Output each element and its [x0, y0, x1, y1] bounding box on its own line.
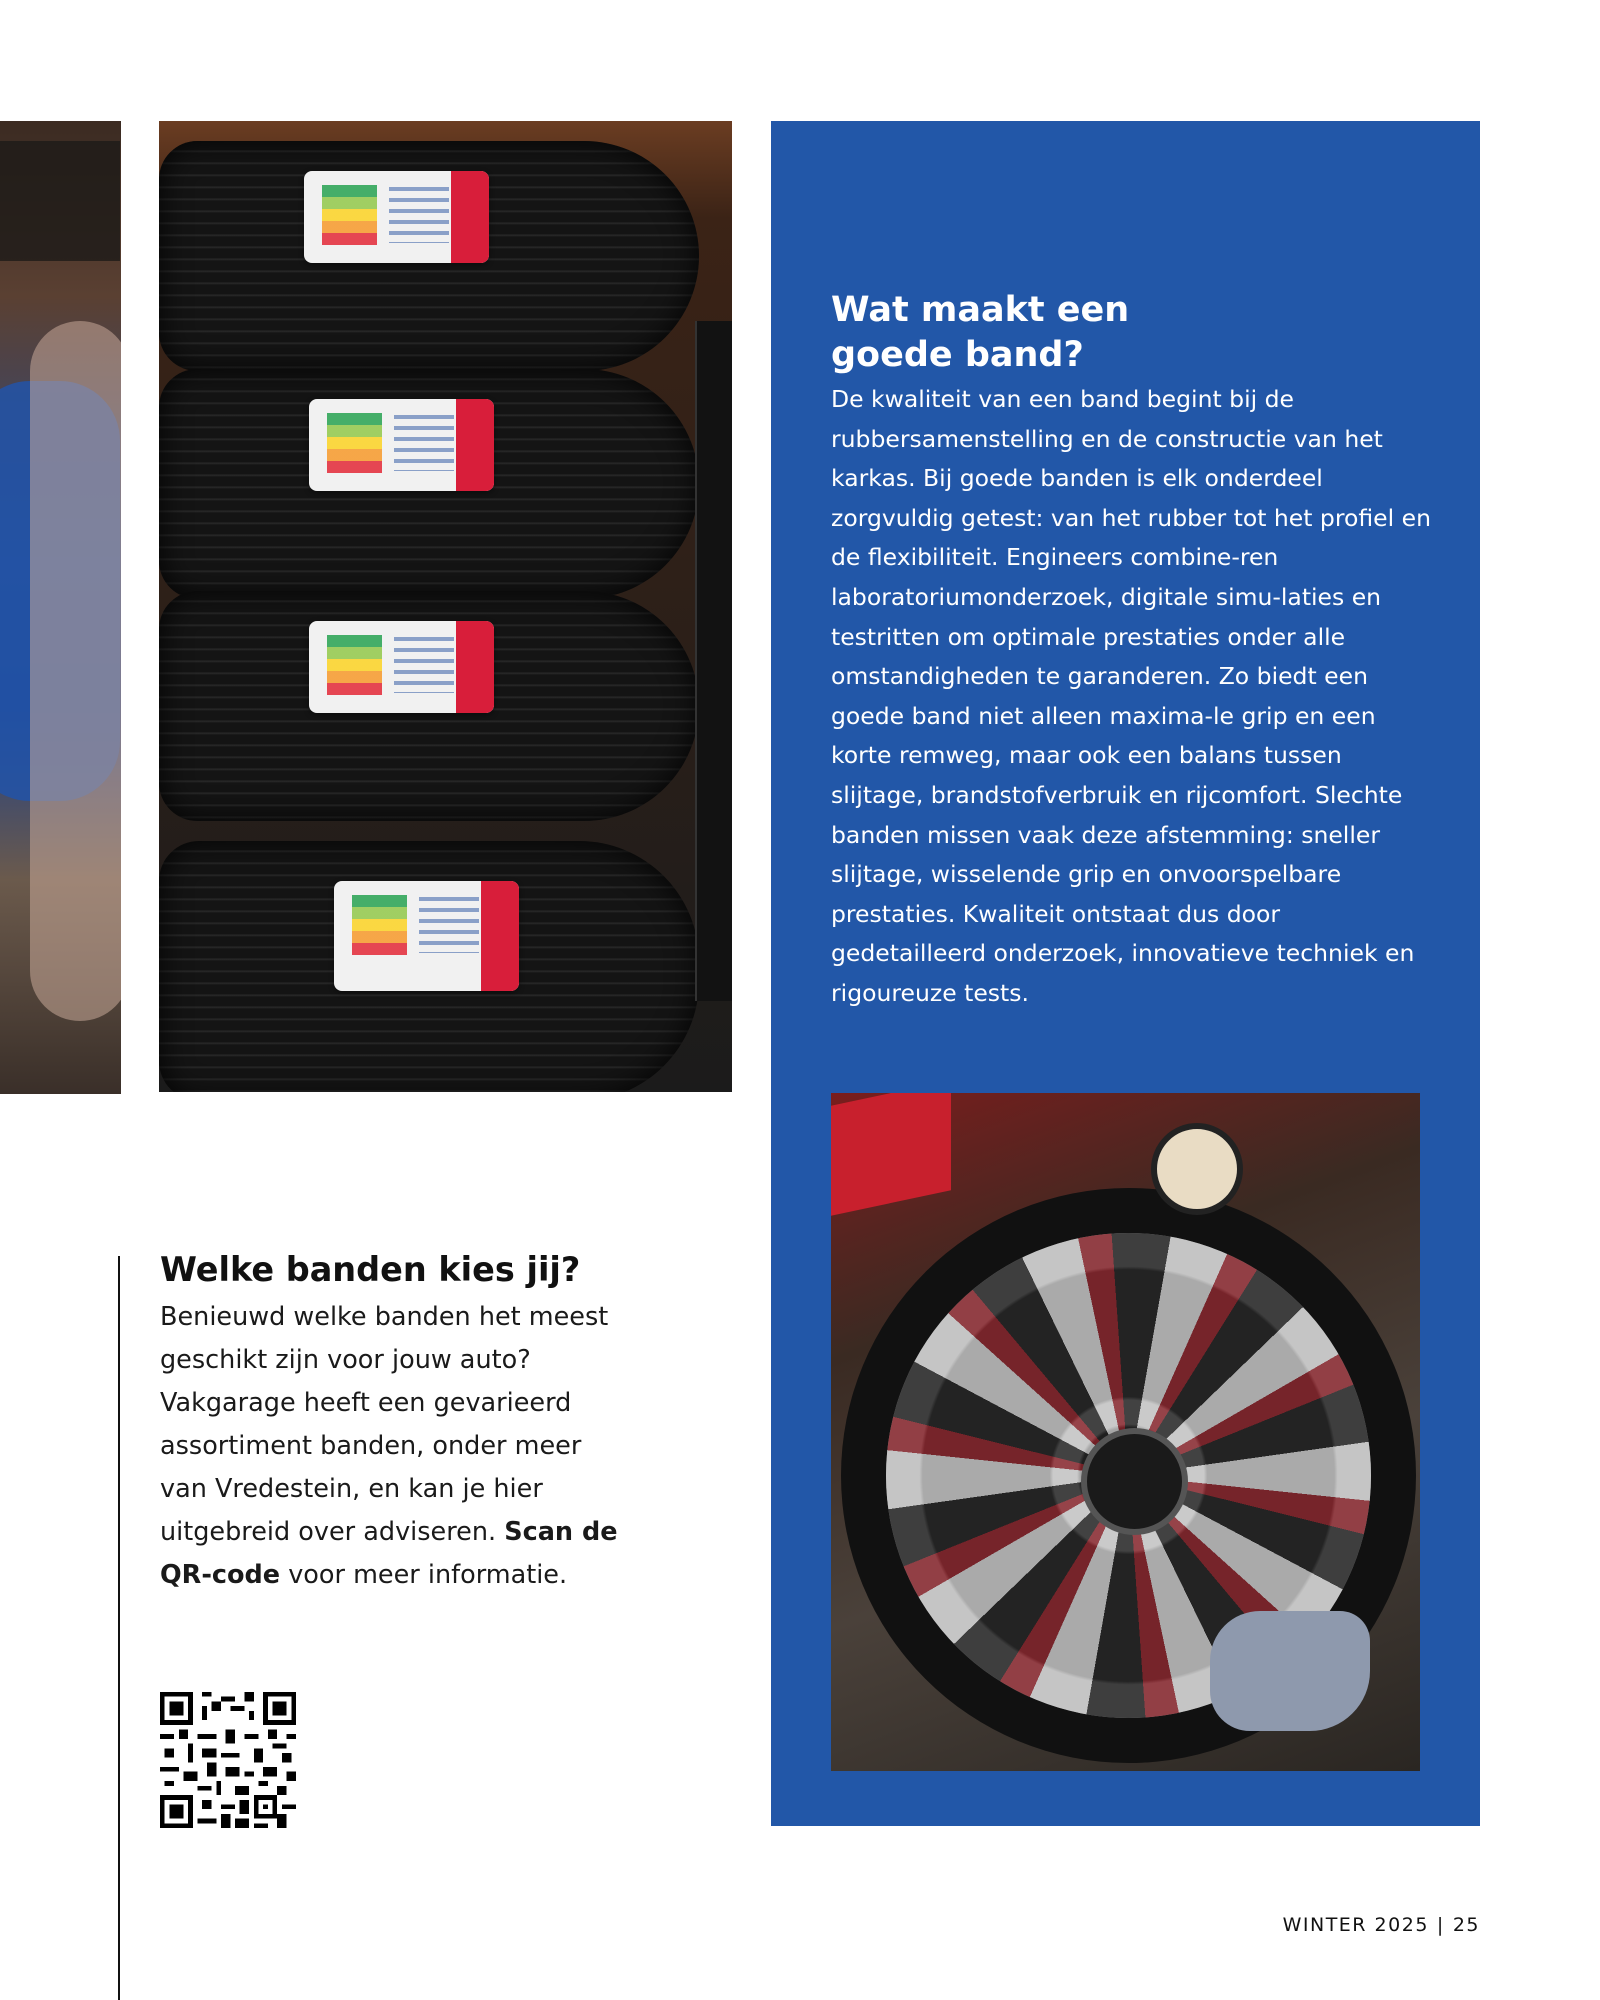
sidebar-title: Welke banden kies jij?	[160, 1250, 581, 1289]
page-number: 25	[1452, 1914, 1480, 1936]
panel-body: De kwaliteit van een band begint bij de rubbersamenstelling en de constructie van het karkas. Bij goede banden is elk onderdeel zorgvuldig getest: van het rubber tot het profiel en de flexibiliteit. Engineers combine-ren laboratoriumonderzoek, digitale simu-laties en testritten om optimale prestaties onder alle omstandigheden te garanderen. Zo biedt een goede band niet alleen maxima-le grip en een korte remweg, maar ook een balans tussen slijtage, brandstofverbruik en rijcomfort. Slechte banden missen vaak deze afstemming: sneller slijtage, wisselende grip en onvoorspelbare prestaties. Kwaliteit ontstaat dus door gedetailleerd onderzoek, innovatieve techniek en rigoureuze tests.	[831, 385, 1431, 1007]
sidebar-body	[160, 1296, 630, 1597]
page-footer	[1200, 1914, 1480, 1936]
qr-code-icon[interactable]	[160, 1692, 296, 1828]
qr-cta-bold: Scan de QR-code	[160, 1517, 618, 1590]
panel-title-line2: goede band?	[831, 335, 1084, 375]
panel-title	[831, 288, 1431, 378]
vertical-divider	[118, 1256, 120, 2000]
footer-separator: |	[1436, 1914, 1445, 1936]
left-photo-mechanic	[0, 121, 121, 1094]
wheel-mounting-photo	[831, 1093, 1420, 1771]
tire-stack-photo	[159, 121, 732, 1092]
panel-title-line1: Wat maakt een	[831, 290, 1130, 330]
sidebar-body-text: Benieuwd welke banden het meest geschikt zijn voor jouw auto? Vakgarage heeft een gevarieerd assortiment banden, onder meer van Vredestein, en kan je hier uitgebreid over adviseren.	[160, 1302, 609, 1547]
qr-cta-rest: voor meer informatie.	[288, 1560, 568, 1590]
issue-label: WINTER 2025	[1282, 1914, 1429, 1936]
